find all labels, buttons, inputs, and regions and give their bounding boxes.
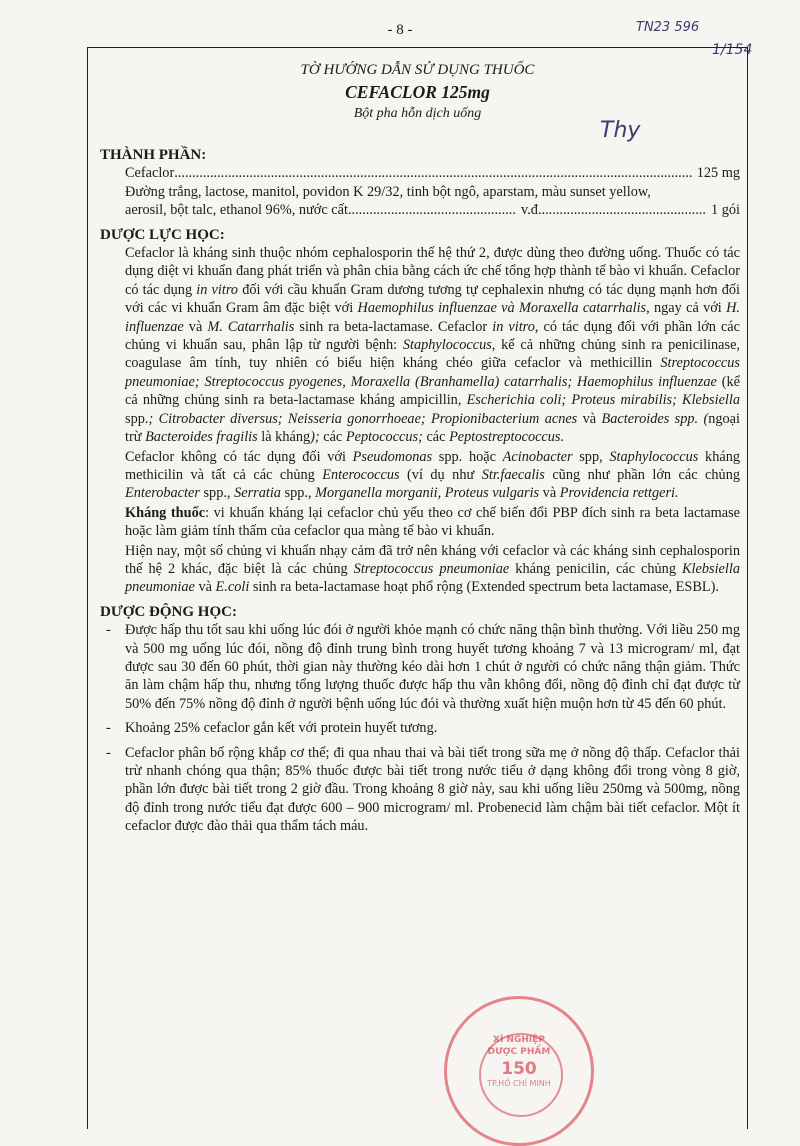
list-item: - Cefaclor phân bố rộng khắp cơ thể; đi qua nhau thai và bài tiết trong sữa mẹ ở nồng độ thấp. Cefaclor thải trừ nhanh chóng qua thận; 85% thuốc được bài tiết trong nước tiểu ở dạng không đổi trong vòng 8 giờ, phần lớn được bài tiết trong 2 giờ đầu. Trong khoảng 8 giờ này, sau khi uống liều 250mg và 500mg, nồng độ đỉnh trong nước tiểu đạt được 600 – 900 microgram/ ml. Probenecid làm chậm bài tiết cefaclor. Một ít cefaclor được đào thải qua thẩm tách máu. — [100, 744, 740, 836]
excipient-value: 1 gói — [711, 202, 741, 219]
document-body — [100, 146, 740, 842]
leaflet-title: TỜ HƯỚNG DẪN SỬ DỤNG THUỐC — [300, 62, 535, 78]
pharmacodynamics-section — [100, 226, 740, 597]
handwritten-page-ref: 1/154 — [712, 42, 753, 58]
stamp-text: XÍ NGHIỆP — [493, 1035, 545, 1045]
list-item: - Khoảng 25% cefaclor gắn kết với protein huyết tương. — [100, 719, 740, 737]
composition-heading: THÀNH PHẦN: — [100, 147, 207, 163]
resistance-paragraph: Kháng thuốc: vi khuẩn kháng lại cefaclor chủ yếu theo cơ chế biến đổi PBP đích sinh ra beta lactamase hoặc làm giảm tính thấm của cefaclor qua màng tế bào vi khuẩn. — [125, 504, 740, 540]
excipient-row — [125, 201, 740, 219]
handwritten-code: TN23 596 — [636, 20, 700, 35]
leader-dots — [538, 201, 707, 219]
dosage-form: Bột pha hỗn dịch uống — [353, 106, 482, 121]
pharmacokinetics-list — [100, 621, 740, 835]
product-name: CEFACLOR 125mg — [345, 82, 490, 102]
company-stamp — [444, 996, 594, 1146]
excipient-label: aerosil, bột talc, ethanol 96%, nước cất — [125, 202, 348, 219]
active-ingredient-value: 125 mg — [696, 165, 740, 182]
composition-section — [100, 146, 740, 220]
pharmacodynamics-paragraph-1: Cefaclor là kháng sinh thuộc nhóm cephalosporin thế hệ thứ 2, được dùng theo đường uống. Thuốc có tác dụng diệt vi khuẩn đang phát triển và phân chia bằng cách ức chế tổng hợp thành tế bào vi khuẩn. Cefaclor có tác dụng in vitro đối với cầu khuẩn Gram dương tương tự cephalexin nhưng có tác dụng mạnh hơn đối với các vi khuẩn Gram âm đặc biệt với Haemophilus influenzae và Moraxella catarrhalis, ngay cả với H. influenzae và M. Catarrhalis sinh ra beta-lactamase. Cefaclor in vitro, có tác dụng đối với phần lớn các chủng vi khuẩn sau, phân lập từ người bệnh: Staphylococcus, kể cả những chủng sinh ra penicilinase, coagulase âm tính, tuy nhiên có biểu hiện kháng chéo giữa cefaclor và methicillin Streptococcus pneumoniae; Streptococcus pyogenes, Moraxella (Branhamella) catarrhalis; Haemophilus influenzae (kể cả những chủng sinh ra beta-lactamase kháng ampicillin, Escherichia coli; Proteus mirabilis; Klebsiella spp.; Citrobacter diversus; Neisseria gonorrhoeae; Propionibacterium acnes và Bacteroides spp. (ngoại trừ Bacteroides fragilis là kháng); các Peptococcus; các Peptostreptococcus. — [125, 245, 741, 446]
pharmacodynamics-paragraph-2: Cefaclor không có tác dụng đối với Pseudomonas spp. hoặc Acinobacter spp, Staphylococcus kháng methicilin và tất cả các chủng Enterococcus (ví dụ như Str.faecalis cũng như phần lớn các chủng Enterobacter spp., Serratia spp., Morganella morganii, Proteus vulgaris và Providencia rettgeri. — [125, 448, 740, 502]
pharmacokinetics-heading: DƯỢC ĐỘNG HỌC: — [100, 603, 237, 620]
leader-dots — [174, 164, 692, 182]
handwritten-signature: Thy — [600, 118, 641, 143]
resistance-term: Kháng thuốc — [125, 504, 206, 521]
pharmacokinetics-section — [100, 603, 740, 836]
active-ingredient-row — [125, 164, 740, 182]
leader-dots — [348, 201, 517, 219]
excipient-line: Đường trắng, lactose, manitol, povidon K 29/32, tinh bột ngô, aparstam, màu sunset yellow, — [125, 183, 651, 200]
excipient-mid: v.đ — [521, 202, 538, 219]
pharmacodynamics-heading: DƯỢC LỰC HỌC: — [100, 226, 225, 243]
active-ingredient-label: Cefaclor — [125, 165, 175, 182]
stamp-text: DƯỢC PHẨM — [487, 1047, 551, 1057]
stamp-text: TP.HỒ CHÍ MINH — [487, 1079, 551, 1088]
stamp-text: 150 — [501, 1059, 537, 1079]
page-number: - 8 - — [387, 22, 413, 38]
pharmacodynamics-paragraph-4: Hiện nay, một số chủng vi khuẩn nhạy cảm đã trở nên kháng với cefaclor và các kháng sinh cephalosporin thế hệ 2 khác, đặc biệt là các chủng Streptococcus pneumoniae kháng penicilin, các chủng Klebsiella pneumoniae và E.coli sinh ra beta-lactamase hoạt phổ rộng (Extended spectrum beta lactamase, ESBL). — [125, 542, 740, 596]
list-item: - Được hấp thu tốt sau khi uống lúc đói ở người khỏe mạnh có chức năng thận bình thường. Với liều 250 mg và 500 mg uống lúc đói, nồng độ đỉnh trung bình trong huyết tương khoảng 7 và 13 microgram/ ml, đạt được sau 30 đến 60 phút, thời gian này thường kéo dài hơn 1 chút ở người có chức năng thận giảm. Thức ăn làm chậm hấp thu, nhưng tổng lượng thuốc được hấp thu vẫn không đổi, nồng độ đỉnh chỉ đạt được từ 50% đến 75% nồng độ đỉnh ở người bệnh uống lúc đói và thường xuất hiện muộn hơn từ 45 đến 60 phút. — [100, 621, 740, 713]
